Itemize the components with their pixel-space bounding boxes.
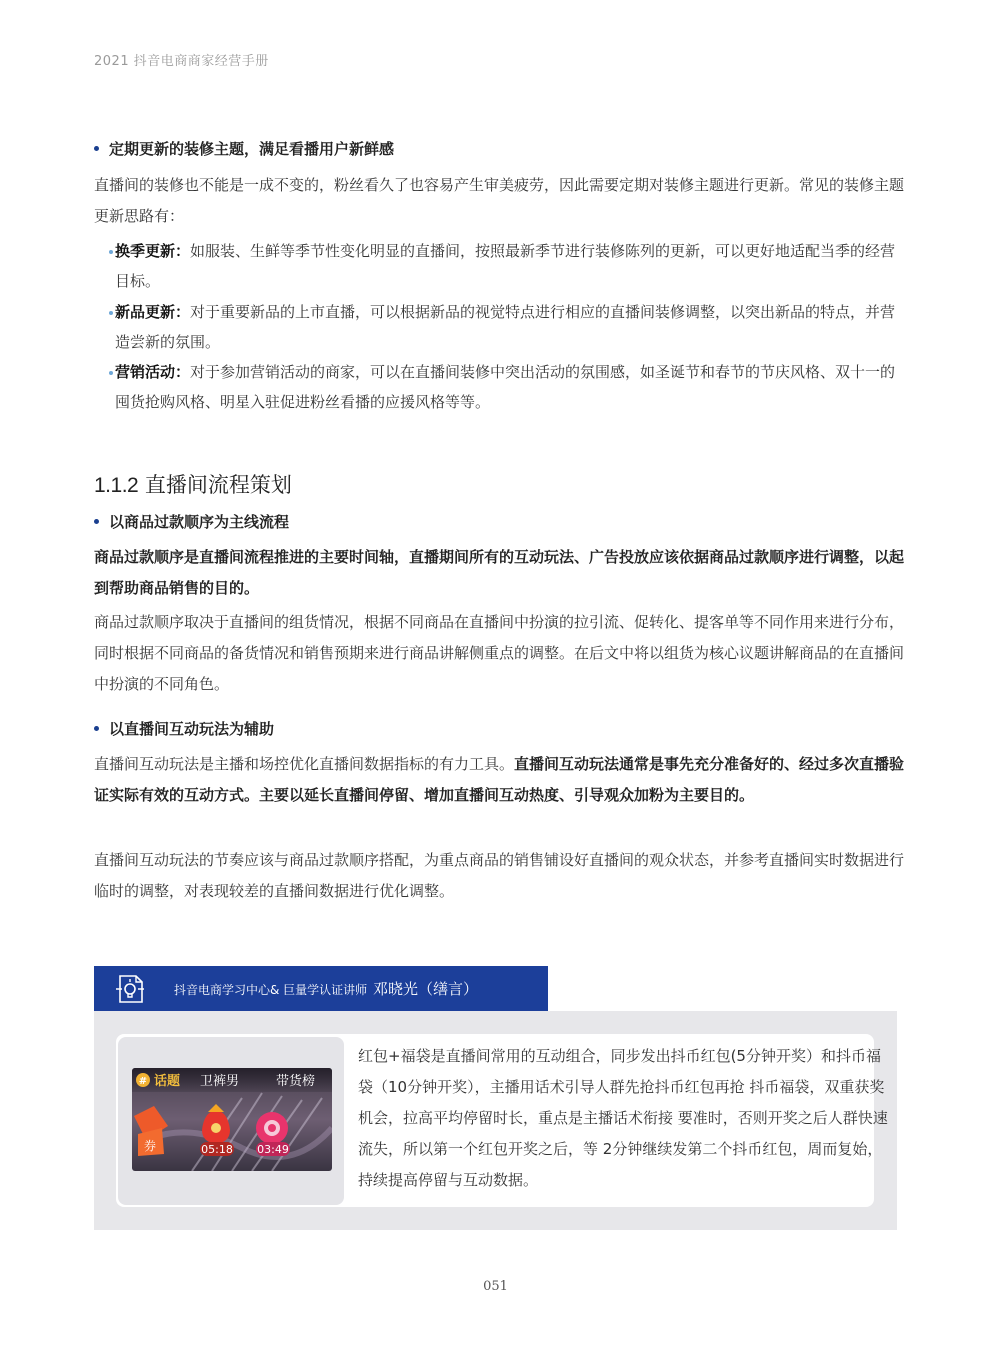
lucky-bag-icon (202, 1104, 230, 1144)
rank-label: 带货榜 (276, 1074, 316, 1089)
bullet-dot-icon (94, 146, 99, 151)
interaction-paragraph: 直播间互动玩法是主播和场控优化直播间数据指标的有力工具。直播间互动玩法通常是事先充分准备好的、经过多次直播验证实际有效的互动方式。主要以延长直播间停留、增加直播间互动热度、引导观众加粉为主要目的。 (94, 755, 905, 804)
product-order-paragraph: 商品过款顺序取决于直播间的组货情况，根据不同商品在直播间中扮演的拉引流、促转化、提客单等不同作用来进行分布，同时根据不同商品的备货情况和销售预期来进行商品讲解侧重点的调整。在后文中将以组货为核心议题讲解商品的在直播间中扮演的不同角色。 (94, 613, 905, 693)
tip-author: 抖音电商学习中心& 巨量学认证讲师 邓晓光（缮言） (174, 980, 479, 998)
sub-bullet-icon (109, 371, 113, 375)
section-title: 1.1.2 直播间流程策划 (94, 473, 292, 497)
product-order-bold-paragraph: 商品过款顺序是直播间流程推进的主要时间轴，直播期间所有的互动玩法、广告投放应该依据商品过款顺序进行调整，以起到帮助商品销售的目的。 (94, 548, 905, 597)
live-room-screenshot (132, 1068, 332, 1171)
bullet-dot-icon (94, 726, 99, 731)
page-number: 051 (483, 1279, 508, 1294)
list-item-seasonal: 换季更新：如服装、生鲜等季节性变化明显的直播间，按照最新季节进行装修陈列的更新，可以更好地适配当季的经营目标。 (115, 236, 905, 296)
intro-paragraph: 直播间的装修也不能是一成不变的，粉丝看久了也容易产生审美疲劳，因此需要定期对装修主题进行更新。常见的装修主题更新思路有： (94, 176, 905, 225)
svg-text:#: # (138, 1076, 148, 1087)
timer-1: 05:18 (201, 1143, 233, 1156)
bullet-dot-icon (94, 519, 99, 524)
heading-interaction: 以直播间互动玩法为辅助 (94, 718, 274, 739)
heading-theme-update: 定期更新的装修主题，满足看播用户新鲜感 (94, 138, 394, 159)
tip-body: 红包+福袋是直播间常用的互动组合，同步发出抖币红包(5分钟开奖）和抖币福袋（10分钟开奖），主播用话术引导人群先抢抖币红包再抢 抖币福袋，双重获奖机会，拉高平均停留时长，重点是主播话术衔接 要准时，否则开奖之后人群快速流失，所以第一个红包开奖之后，等 2分钟继续发第二个抖币红包，周而复始，持续提高停留与互动数据。 (358, 1047, 888, 1189)
live-screenshot-graphic (132, 1068, 332, 1171)
red-packet-icon (256, 1112, 288, 1144)
sub-bullet-icon (109, 311, 113, 315)
coupon-label: 券 (144, 1139, 157, 1153)
heading-product-order: 以商品过款顺序为主线流程 (94, 511, 289, 532)
topic-name: 卫裤男 (200, 1074, 240, 1089)
interaction-rhythm-paragraph: 直播间互动玩法的节奏应该与商品过款顺序搭配，为重点商品的销售铺设好直播间的观众状态，并参考直播间实时数据进行临时的调整，对表现较差的直播间数据进行优化调整。 (94, 851, 905, 900)
running-header: 2021 抖音电商商家经营手册 (94, 54, 269, 69)
timer-2: 03:49 (257, 1143, 289, 1156)
coupon-icon (134, 1106, 168, 1156)
tip-banner (94, 966, 548, 1011)
sub-bullet-icon (109, 250, 113, 254)
topic-tag-label: 话题 (154, 1074, 181, 1089)
list-item-new-product: 新品更新：对于重要新品的上市直播，可以根据新品的视觉特点进行相应的直播间装修调整，以突出新品的特点，并营造尝新的氛围。 (115, 297, 905, 357)
lightbulb-document-icon (114, 973, 146, 1005)
list-item-marketing: 营销活动：对于参加营销活动的商家，可以在直播间装修中突出活动的氛围感，如圣诞节和春节的节庆风格、双十一的囤货抢购风格、明星入驻促进粉丝看播的应援风格等等。 (115, 357, 905, 417)
